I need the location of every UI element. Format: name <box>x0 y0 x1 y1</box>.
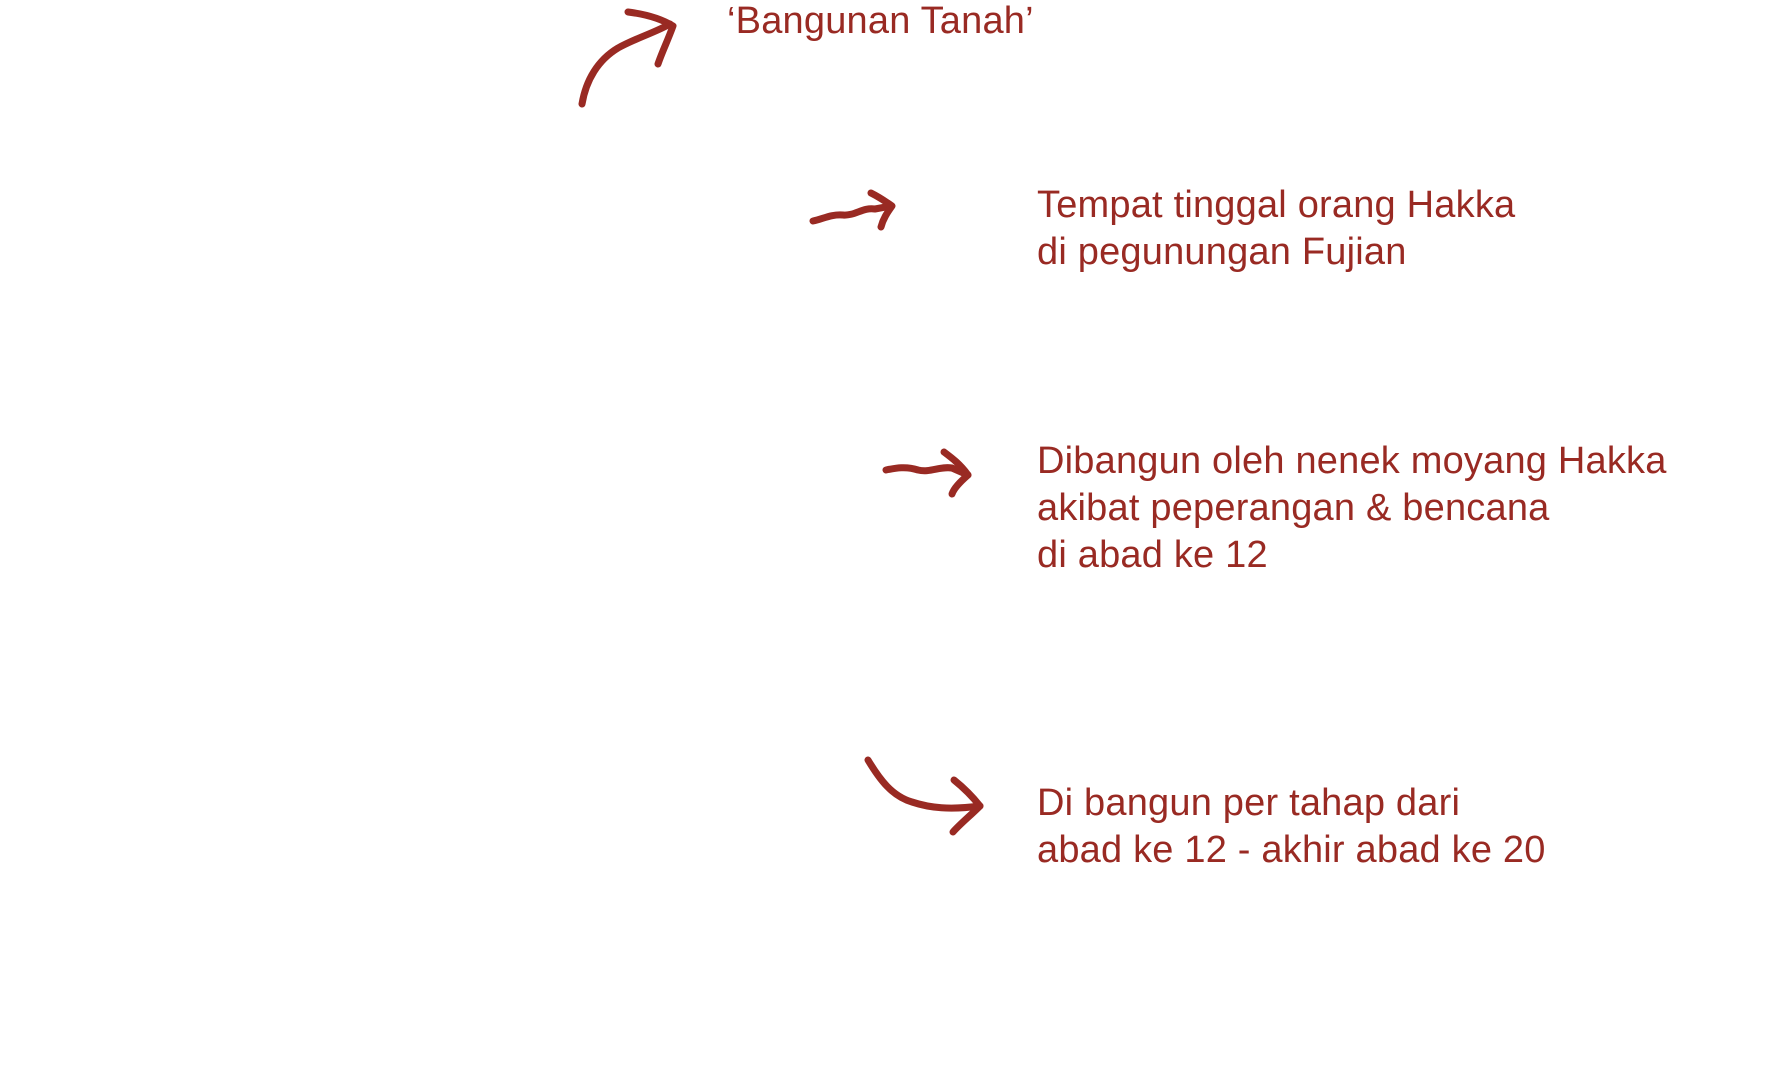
annotation-tempat-tinggal <box>1037 182 1515 276</box>
annotation-line: Di bangun per tahap dari <box>1037 782 1461 824</box>
annotation-line: Dibangun oleh nenek moyang Hakka <box>1037 440 1667 482</box>
annotation-dibangun-oleh <box>1037 438 1667 579</box>
curved-arrow-icon <box>858 750 998 850</box>
arrow-icon <box>805 185 900 235</box>
annotation-bangunan-tanah <box>727 0 1034 45</box>
annotation-di-bangun-per-tahap <box>1037 780 1546 874</box>
annotation-line: Tempat tinggal orang Hakka <box>1037 184 1516 226</box>
annotation-line: di abad ke 12 <box>1037 534 1268 576</box>
annotation-line: abad ke 12 - akhir abad ke 20 <box>1037 829 1546 871</box>
annotation-line: di pegunungan Fujian <box>1037 231 1407 273</box>
annotation-line: ‘Bangunan Tanah’ <box>727 0 1034 42</box>
annotation-line: akibat peperangan & bencana <box>1037 487 1550 529</box>
curved-arrow-icon <box>570 0 690 110</box>
arrow-icon <box>880 440 980 500</box>
